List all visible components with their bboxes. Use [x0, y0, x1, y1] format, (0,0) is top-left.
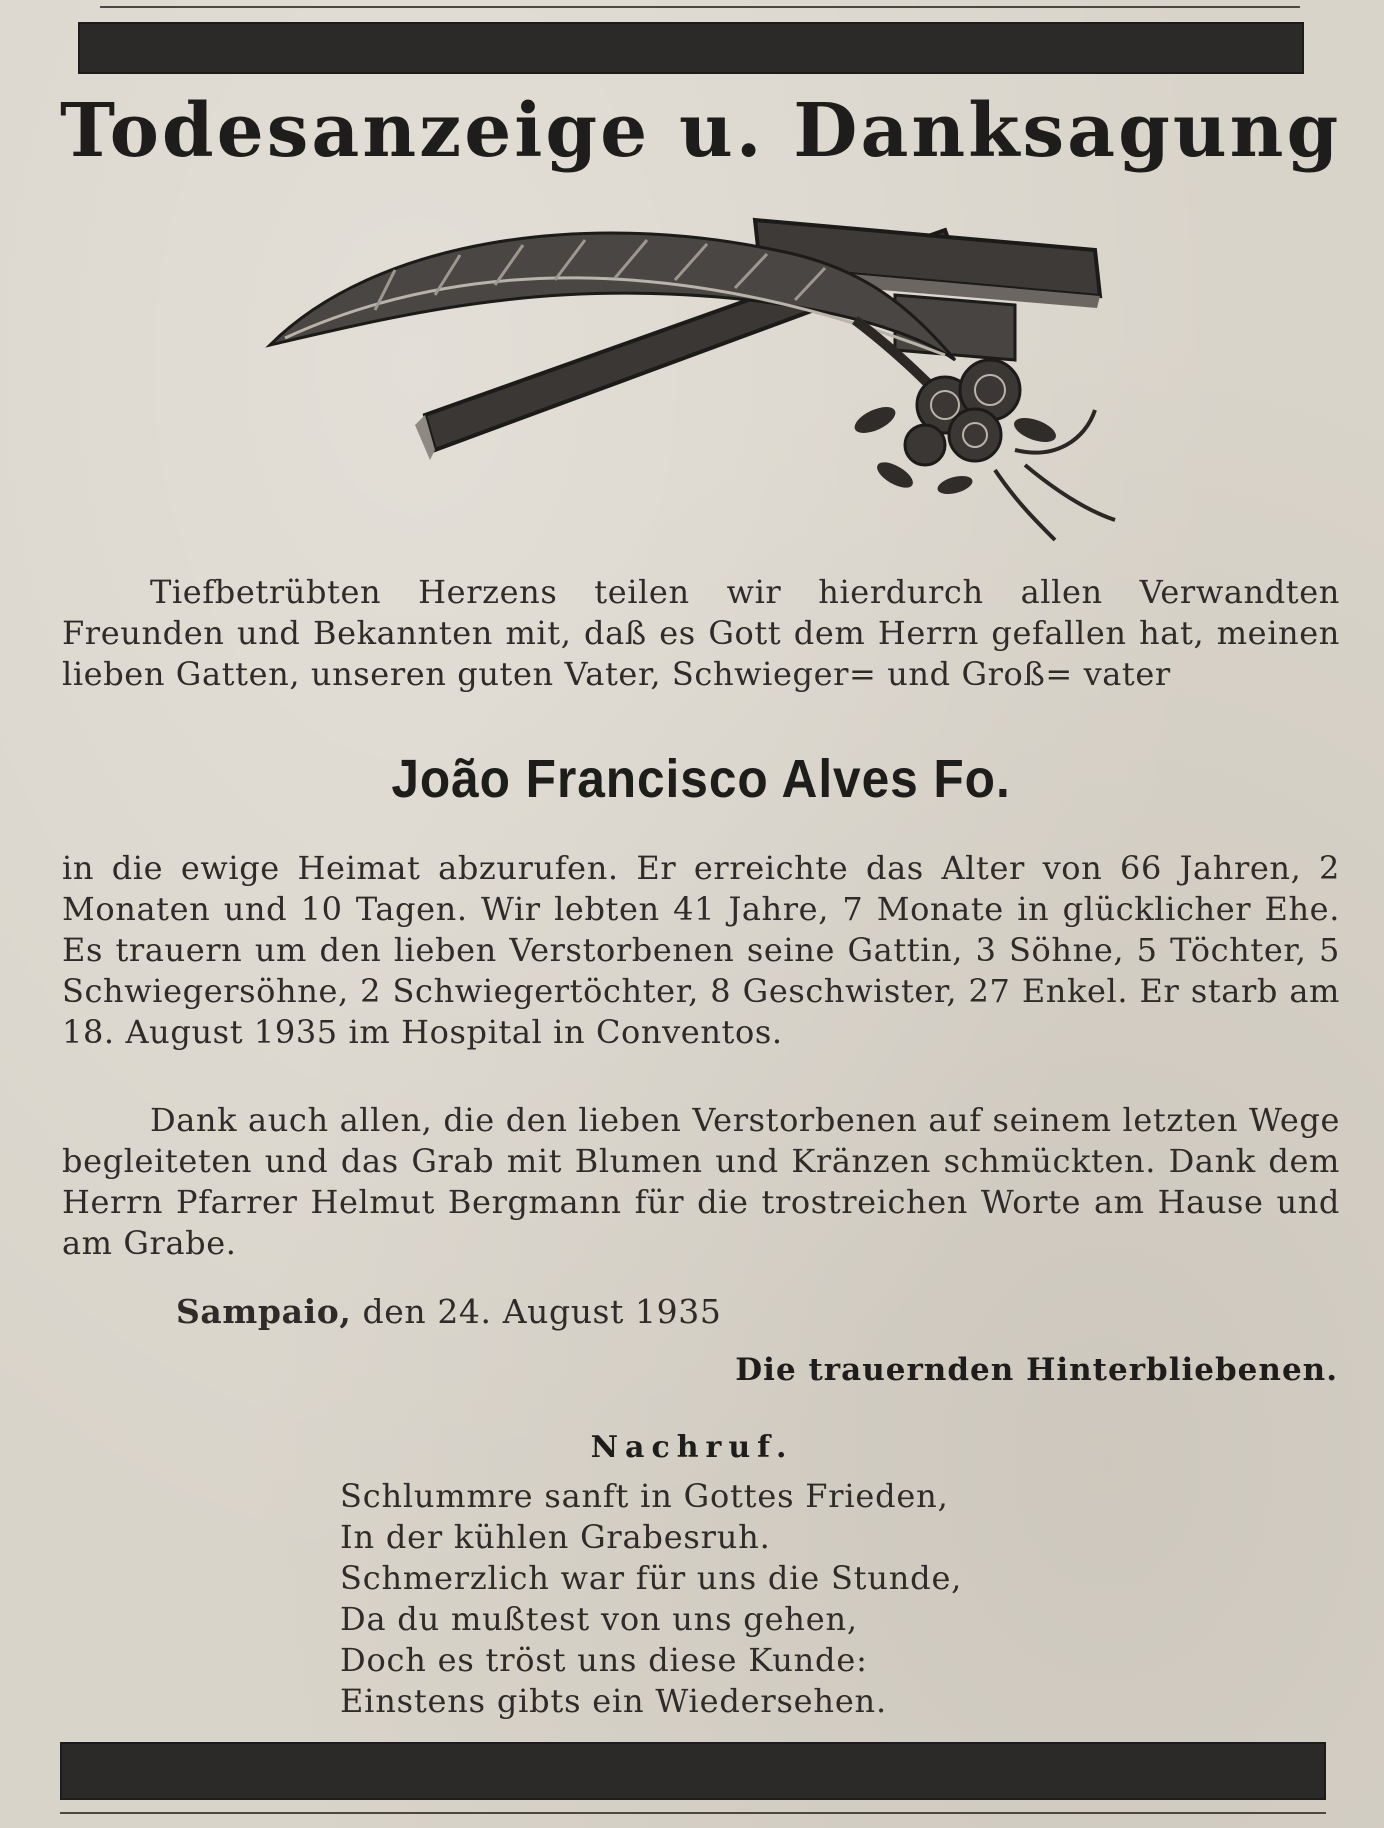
place: Sampaio, — [176, 1292, 352, 1331]
deceased-name: João Francisco Alves Fo. — [391, 749, 1011, 809]
poem-line: Schmerzlich war für uns die Stunde, — [340, 1559, 963, 1597]
cross-with-palm-frond-and-roses-icon — [255, 210, 1155, 560]
thanks-text: Dank auch allen, die den lieben Verstorbenen auf seinem letzten Wege begleiteten und das Grab mit Blumen und Kränzen schmückten. Dank dem Herrn Pfarrer Helmut Bergmann für die trostreichen Worte am Hause und am Grabe. — [62, 1101, 1340, 1262]
obituary-title: Nachruf. — [590, 1430, 794, 1465]
body-paragraph: in die ewige Heimat abzurufen. Er erreichte das Alter von 66 Jahren, 2 Monaten und 10 Tagen. Wir lebten 41 Jahre, 7 Monate in glücklicher Ehe. Es trauern um den lieben Verstorbenen seine Gattin, 3 Söhne, 5 Töchter, 5 Schwiegersöhne, 2 Schwiegertöchter, 8 Geschwister, 27 Enkel. Er starb am 18. August 1935 im Hospital in Conventos. — [62, 849, 1340, 1051]
intro-text: Tiefbetrübten Herzens teilen wir hierdurch allen Verwandten Freunden und Bekannten mit, daß es Gott dem Herrn gefallen hat, meinen lieben Gatten, unseren guten Vater, Schwieger= und Groß= vater — [62, 573, 1340, 693]
poem-line: Da du mußtest von uns gehen, — [340, 1600, 858, 1638]
top-thin-rule — [100, 6, 1300, 8]
poem — [340, 1476, 962, 1722]
bottom-thin-rule — [60, 1812, 1326, 1814]
poem-line: In der kühlen Grabesruh. — [340, 1518, 771, 1556]
poem-line: Schlummre sanft in Gottes Frieden, — [340, 1477, 949, 1515]
bottom-border-bar — [60, 1742, 1326, 1800]
poem-line: Einstens gibts ein Wiedersehen. — [340, 1682, 887, 1720]
headline: Todesanzeige u. Danksagung — [60, 88, 1342, 174]
place-and-date — [176, 1292, 721, 1331]
date: den 24. August 1935 — [362, 1292, 722, 1331]
thanks-paragraph — [62, 1100, 1340, 1264]
poem-line: Doch es tröst uns diese Kunde: — [340, 1641, 868, 1679]
top-border-bar — [78, 22, 1304, 74]
intro-paragraph — [62, 572, 1340, 695]
signoff: Die trauernden Hinterbliebenen. — [735, 1352, 1338, 1388]
